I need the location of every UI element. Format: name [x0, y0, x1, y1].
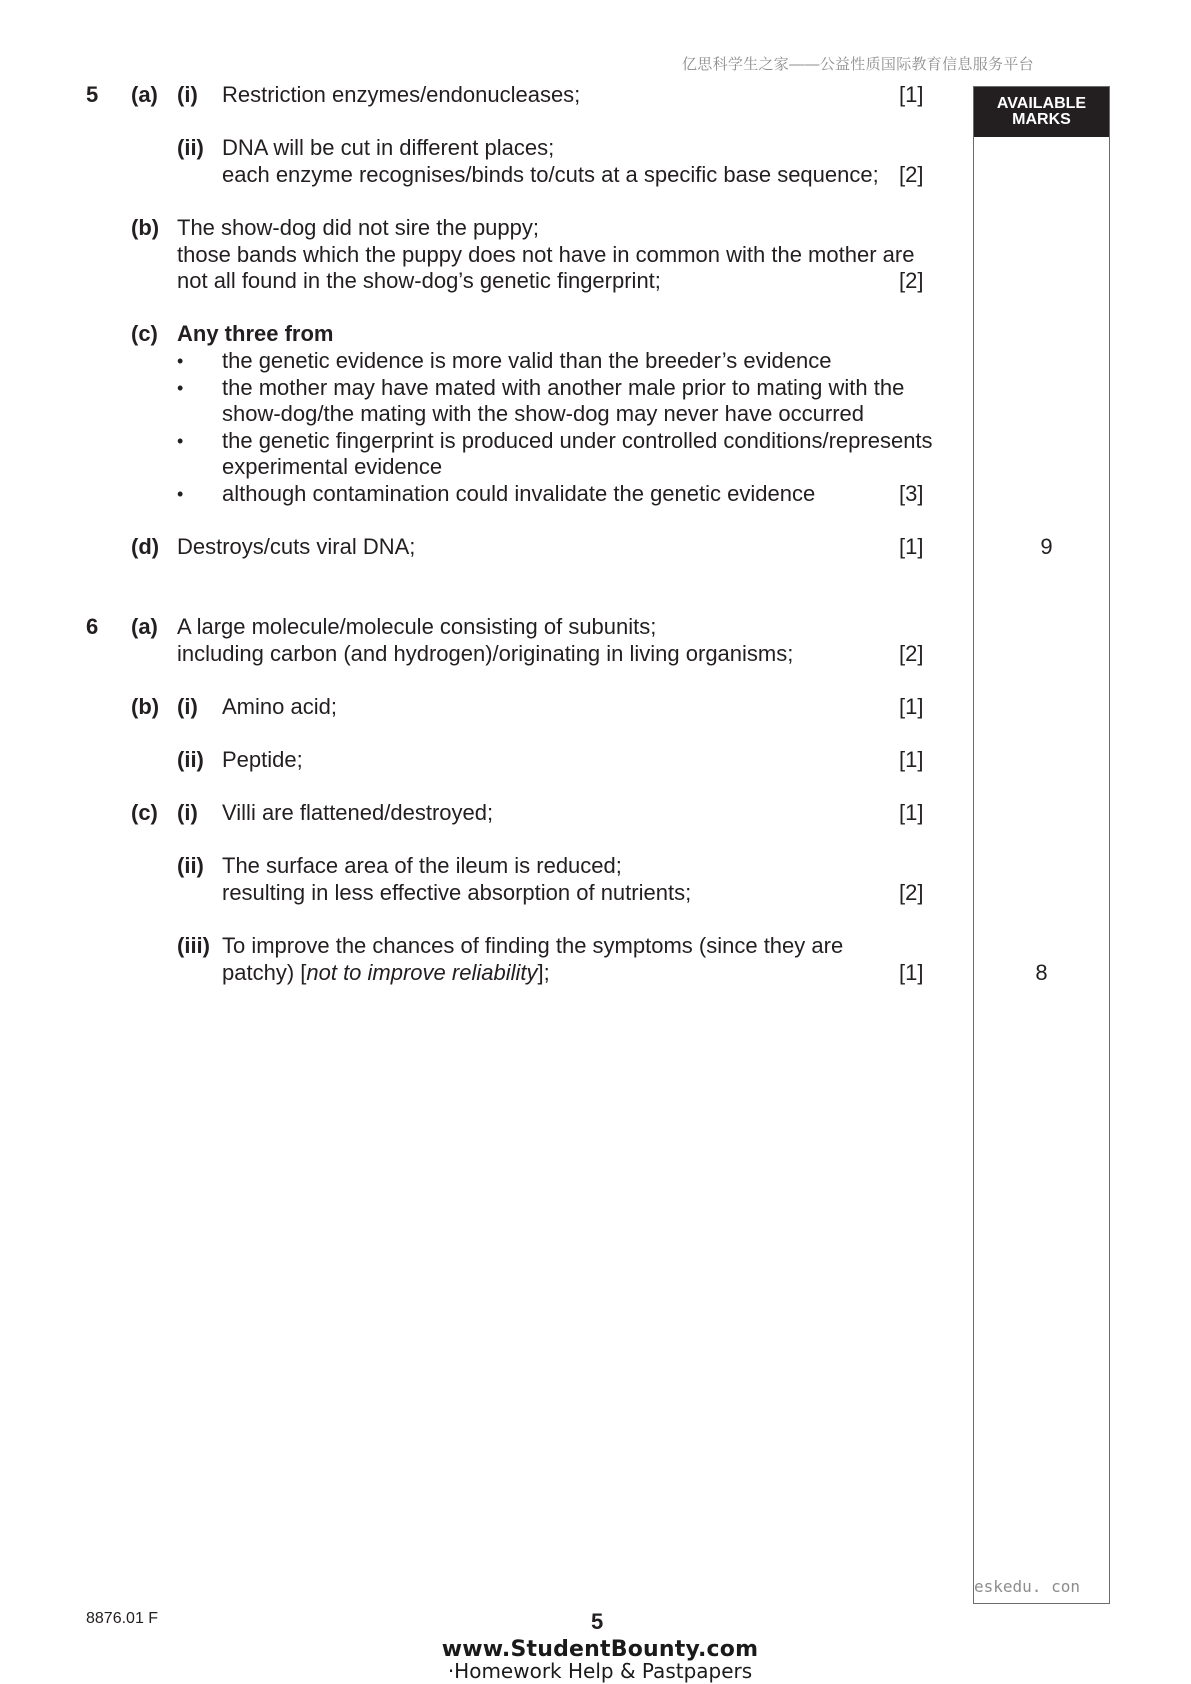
studentbounty-logo [440, 1639, 760, 1681]
q6ciii-line2-italic: not to improve reliability [306, 960, 538, 985]
q6bi-mark: [1] [899, 694, 924, 719]
page-number: 5 [591, 1609, 604, 1634]
q6ci-mark: [1] [899, 800, 924, 825]
q5b-line3: not all found in the show-dog’s genetic fingerprint; [177, 268, 661, 293]
q5c-point-3-line1: the genetic fingerprint is produced under controlled conditions/represents [222, 428, 933, 453]
q5d-label: (d) [131, 534, 160, 559]
q5a-label: (a) [131, 82, 158, 107]
q6bii-mark: [1] [899, 747, 924, 772]
q5c-point-1: the genetic evidence is more valid than the breeder’s evidence [222, 348, 832, 373]
q5c-mark: [3] [899, 481, 924, 506]
q5d-text: Destroys/cuts viral DNA; [177, 534, 416, 559]
available-marks-header [974, 87, 1109, 137]
q5d-mark: [1] [899, 534, 924, 559]
q6a-label: (a) [131, 614, 158, 639]
q6a-line1: A large molecule/molecule consisting of subunits; [177, 614, 657, 639]
q6cii-line2: resulting in less effective absorption of nutrients; [222, 880, 692, 905]
q6a-line2: including carbon (and hydrogen)/originating in living organisms; [177, 641, 794, 666]
q6c-label: (c) [131, 800, 158, 825]
q5aii-line1: DNA will be cut in different places; [222, 135, 555, 160]
q6cii-line1: The surface area of the ileum is reduced; [222, 853, 622, 878]
q6a-mark: [2] [899, 641, 924, 666]
q5-total-marks: 9 [1040, 534, 1053, 559]
q6-number: 6 [86, 614, 99, 639]
q5aii-line2: each enzyme recognises/binds to/cuts at a specific base sequence; [222, 162, 879, 187]
top-watermark: 亿思科学生之家——公益性质国际教育信息服务平台 [682, 56, 1034, 73]
eskedu-watermark: eskedu. con [974, 1577, 1080, 1596]
q5c-bullet-1: • [177, 351, 184, 371]
q5b-label: (b) [131, 215, 160, 240]
q6bi-label: (i) [177, 694, 198, 719]
q6ci-label: (i) [177, 800, 198, 825]
q5c-point-4: although contamination could invalidate the genetic evidence [222, 481, 816, 506]
q5c-bullet-4: • [177, 484, 184, 504]
q5c-point-3-line2: experimental evidence [222, 454, 443, 479]
q5c-heading: Any three from [177, 321, 334, 346]
q5-number: 5 [86, 82, 99, 107]
marks-header-line1: AVAILABLE [996, 95, 1087, 112]
q6-total-marks: 8 [1035, 960, 1048, 985]
q6bii-label: (ii) [177, 747, 204, 772]
q6ci-text: Villi are flattened/destroyed; [222, 800, 494, 825]
q6ciii-label: (iii) [177, 933, 210, 958]
available-marks-column [973, 86, 1110, 1604]
studentbounty-tagline: ·Homework Help & Pastpapers [447, 1659, 753, 1683]
q6ciii-line2-post: ]; [537, 960, 550, 985]
q6ciii-line2-pre: patchy) [ [222, 960, 307, 985]
q5c-point-2-line2: show-dog/the mating with the show-dog may never have occurred [222, 401, 865, 426]
paper-code: 8876.01 F [86, 1610, 159, 1627]
q6ciii-mark: [1] [899, 960, 924, 985]
q5ai-mark: [1] [899, 82, 924, 107]
q6bi-text: Amino acid; [222, 694, 337, 719]
q6cii-mark: [2] [899, 880, 924, 905]
marks-header-line2: MARKS [1012, 111, 1071, 128]
q5b-mark: [2] [899, 268, 924, 293]
q5ai-text: Restriction enzymes/endonucleases; [222, 82, 581, 107]
q5c-point-2-line1: the mother may have mated with another male prior to mating with the [222, 375, 905, 400]
q6ciii-line1: To improve the chances of finding the symptoms (since they are [222, 933, 844, 958]
q6b-label: (b) [131, 694, 160, 719]
q5ai-label: (i) [177, 82, 198, 107]
q5c-bullet-3: • [177, 431, 184, 451]
q6ciii-line2 [222, 962, 550, 984]
q6bii-text: Peptide; [222, 747, 303, 772]
q5aii-label: (ii) [177, 135, 204, 160]
studentbounty-url: www.StudentBounty.com [441, 1637, 759, 1662]
q5c-bullet-2: • [177, 378, 184, 398]
q6cii-label: (ii) [177, 853, 204, 878]
q5c-label: (c) [131, 321, 158, 346]
q5b-line1: The show-dog did not sire the puppy; [177, 215, 540, 240]
q5b-line2: those bands which the puppy does not have in common with the mother are [177, 242, 915, 267]
q5aii-mark: [2] [899, 162, 924, 187]
